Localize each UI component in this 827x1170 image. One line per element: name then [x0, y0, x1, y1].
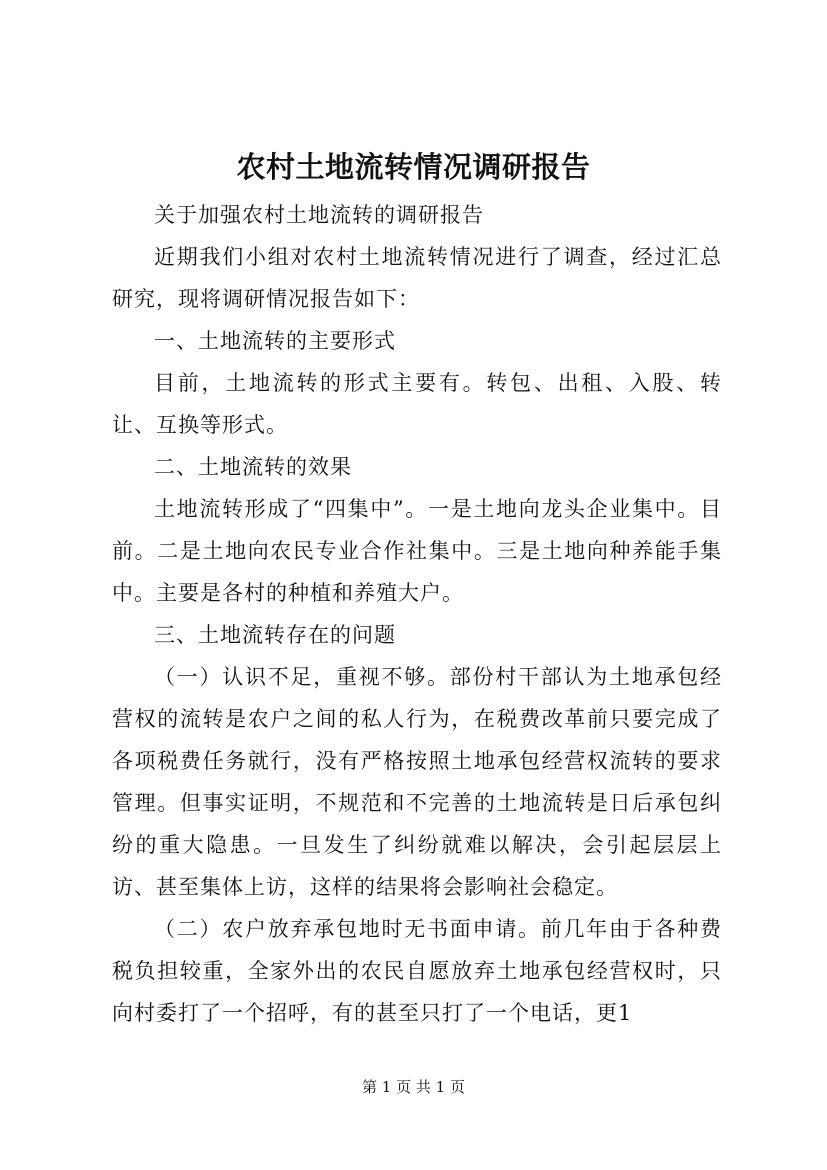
- paragraph-problem-2: （二）农户放弃承包地时无书面申请。前几年由于各种费税负担较重，全家外出的农民自愿放弃土地承包经营权时，只向村委打了一个招呼，有的甚至只打了一个电话，更1: [112, 917, 722, 1025]
- paragraph-forms: 目前，土地流转的形式主要有。转包、出租、入股、转让、互换等形式。: [112, 371, 722, 437]
- paragraph-problem-1: （一）认识不足，重视不够。部份村干部认为土地承包经营权的流转是农户之间的私人行为，在税费改革前只要完成了各项税费任务就行，没有严格按照土地承包经营权流转的要求管理。但事实证明，不规范和不完善的土地流转是日后承包纠纷的重大隐患。一旦发生了纠纷就难以解决，会引起层层上访、甚至集体上访，这样的结果将会影响社会稳定。: [112, 665, 722, 899]
- section-heading-3: 三、土地流转存在的问题: [154, 623, 396, 647]
- paragraph-effects: 土地流转形成了“四集中”。一是土地向龙头企业集中。目前。二是土地向农民专业合作社集中。三是土地向种养能手集中。主要是各村的种植和养殖大户。: [112, 497, 722, 605]
- section-heading-1: 一、土地流转的主要形式: [154, 329, 396, 353]
- paragraph-subtitle: 关于加强农村土地流转的调研报告: [154, 203, 484, 227]
- page-number-footer: 第 1 页 共 1 页: [362, 1078, 465, 1096]
- document-body: [112, 194, 722, 1034]
- document-title: 农村土地流转情况调研报告: [236, 150, 591, 184]
- paragraph-intro: 近期我们小组对农村土地流转情况进行了调查，经过汇总研究，现将调研情况报告如下：: [112, 245, 722, 311]
- section-heading-2: 二、土地流转的效果: [154, 455, 352, 479]
